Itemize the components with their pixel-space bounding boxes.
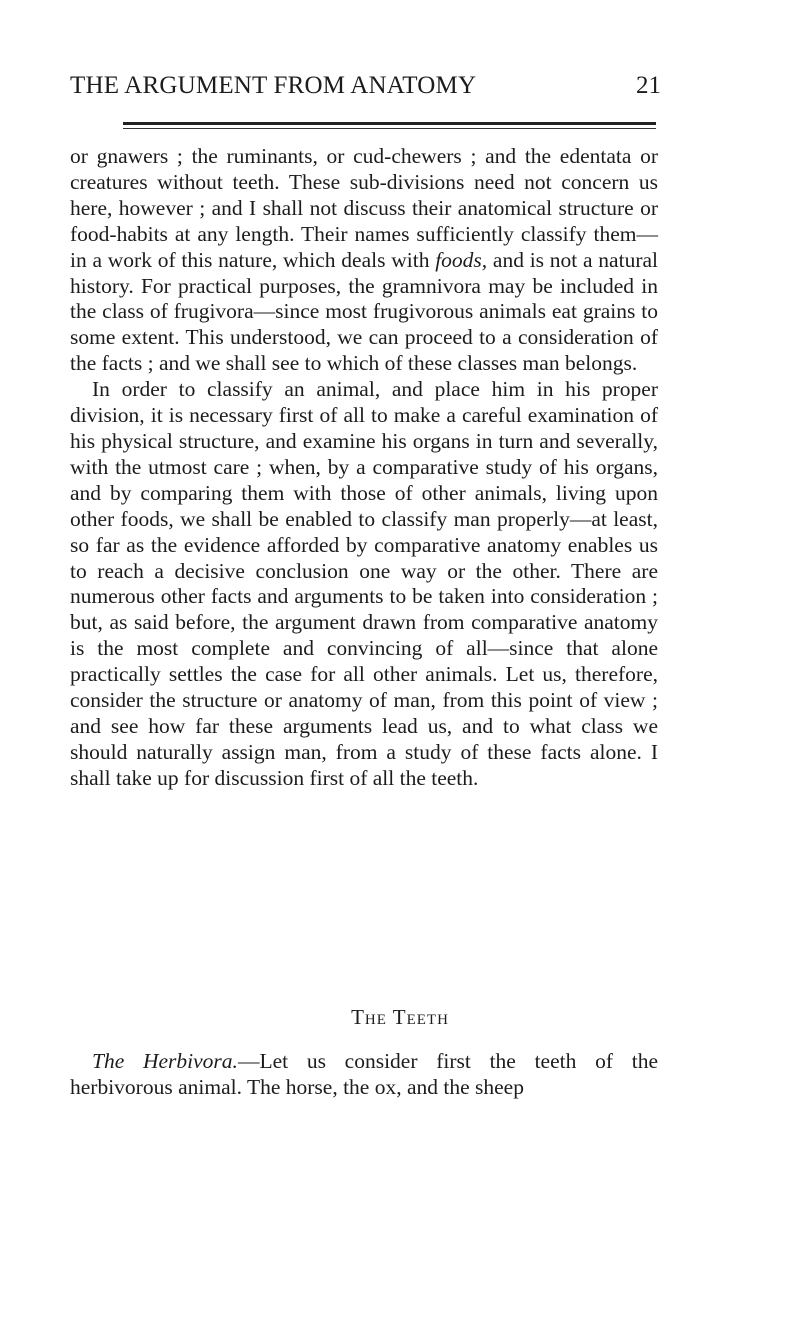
paragraph-3 — [70, 1049, 658, 1101]
page-header — [70, 68, 661, 108]
header-rule-thick — [123, 122, 656, 125]
paragraph-1 — [70, 144, 658, 377]
header-rule-thin — [123, 128, 656, 129]
paragraph-2: In order to classify an animal, and place him in his proper division, it is necessary first of all to make a careful examination of his physical structure, and examine his organs in turn and severally, with the utmost care ; when, by a comparative study of his organs, and by comparing them with those of other animals, living upon other foods, we shall be enabled to classify man properly—at least, so far as the evidence afforded by comparative anatomy enables us to reach a decisive conclusion one way or the other. There are numerous other facts and arguments to be taken into consideration ; but, as said before, the argument drawn from comparative anatomy is the most complete and convincing of all—since that alone practically settles the case for all other animals. Let us, therefore, consider the structure or anatomy of man, from this point of view ; and see how far these arguments lead us, and to what class we should naturally assign man, from a study of these facts alone. I shall take up for discussion first of all the teeth. — [70, 377, 658, 790]
page-number: 21 — [636, 72, 661, 99]
paragraph-1-italic: foods, — [435, 247, 488, 272]
body-text — [70, 144, 658, 792]
paragraph-3-italic: The Herbivora. — [92, 1049, 238, 1073]
section-heading: The Teeth — [351, 1005, 449, 1029]
paragraph-1-part-1: or gnawers ; the ruminants, or cud-chewers ; and the edentata or creatures without teeth. These sub-divisions need not concern us here, however ; and I shall not discuss their anatomical structure or food-habits at any length. Their names sufficiently classify them—in a work of this nature, which deals with — [70, 144, 658, 272]
paragraph-1-part-2: and is not a natural history. For practical purposes, the gramnivora may be included in the class of frugivora—since most frugivorous animals eat grains to some extent. This understood, we can proceed to a consideration of the facts ; and we shall see to which of these classes man belongs. — [70, 247, 659, 376]
paragraph-3-text: —Let us consider first the teeth of the herbivorous animal. The horse, the ox, and the sheep — [70, 1049, 658, 1099]
running-title: THE ARGUMENT FROM ANATOMY — [70, 72, 477, 99]
